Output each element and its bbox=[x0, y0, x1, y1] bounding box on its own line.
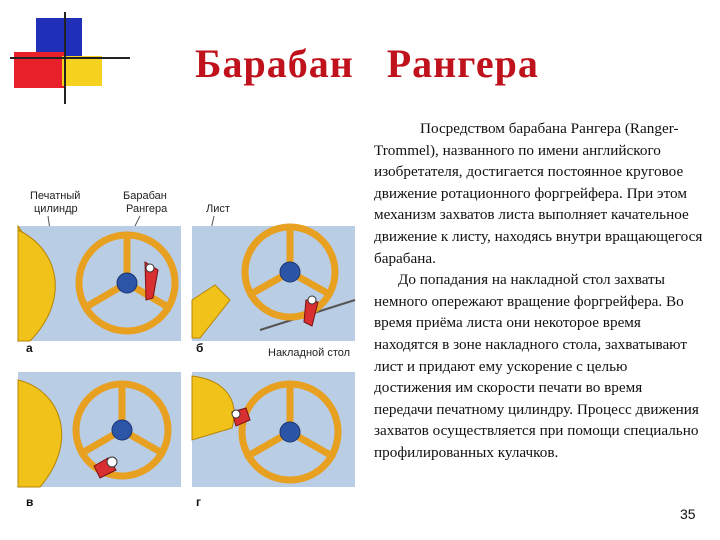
panel-letter-c: в bbox=[26, 495, 34, 509]
panel-a bbox=[18, 226, 181, 341]
label-print-cylinder-2: цилиндр bbox=[34, 203, 78, 215]
panel-c-cam bbox=[107, 457, 117, 467]
label-sheet: Лист bbox=[206, 203, 230, 215]
panel-letter-b: б bbox=[196, 341, 204, 355]
paragraph-2: До попадания на накладной стол захваты немного опережают вращение форгрейфера. Во время приёма листа они некоторое время находятся в зоне накладного стола, захватывают лист и придают ему ускорение с целью достижения им скорости печати во время передачи печатному цилиндру. Процесс движения захватов осуществляется при помощи специально профилированных кулачков. bbox=[374, 271, 699, 461]
panel-letter-d: г bbox=[196, 495, 201, 509]
panel-c-hub bbox=[112, 420, 132, 440]
body-text bbox=[374, 118, 704, 464]
panel-a-cam bbox=[146, 264, 154, 272]
panel-d-cam bbox=[232, 410, 240, 418]
panel-d-hub bbox=[280, 422, 300, 442]
panel-b-cam bbox=[308, 296, 316, 304]
panel-a-hub bbox=[117, 273, 137, 293]
panel-d bbox=[192, 372, 355, 487]
label-ranger-drum-1: Барабан bbox=[123, 190, 167, 202]
paragraph-1: Посредством барабана Рангера (Ranger-Trommel), названного по имени английского изобретателя, достигается постоянное круговое движение ротационного форгрейфера. При этом механизм захватов листа выполняет качательное движение к листу, находясь внутри вращающегося барабана. bbox=[374, 120, 703, 267]
page-number: 35 bbox=[680, 506, 696, 522]
label-ranger-drum-2: Рангера bbox=[126, 203, 168, 215]
label-feed-table: Накладной стол bbox=[268, 347, 351, 359]
slide-title: Барабан Рангера bbox=[195, 41, 539, 86]
label-print-cylinder-1: Печатный bbox=[30, 190, 81, 202]
panel-letter-a: а bbox=[26, 341, 33, 355]
panel-b bbox=[192, 226, 355, 341]
panel-b-hub bbox=[280, 262, 300, 282]
panel-c bbox=[18, 372, 181, 487]
